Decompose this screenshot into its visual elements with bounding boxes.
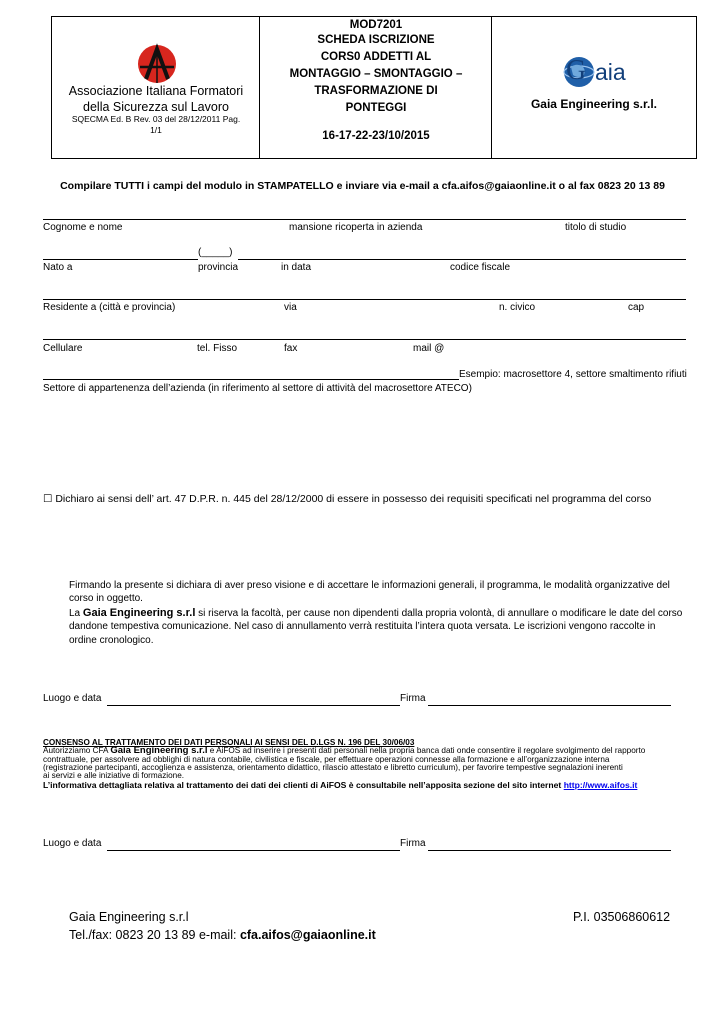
consent-line1 (43, 746, 645, 755)
terms-p2-line3: ordine cronologico. (69, 635, 154, 646)
footer-company: Gaia Engineering s.r.l (69, 910, 189, 924)
label-province: provincia (198, 262, 239, 273)
terms-p1-line1: Firmando la presente si dichiara di aver preso visione e di accettare le informazioni generali, il programma, le modalità organizzative del (69, 580, 670, 591)
consent-company: Gaia Engineering s.r.l (110, 745, 208, 756)
consent-line5 (43, 780, 637, 790)
terms-company: Gaia Engineering s.r.l (82, 607, 196, 619)
province-paren[interactable]: (_____) (198, 247, 233, 258)
sign2-place-label: Luogo e data (43, 838, 102, 849)
field-line-row1[interactable] (43, 219, 686, 220)
gaia-logo-text: aia (595, 59, 626, 85)
footer-piva: P.I. 03506860612 (573, 910, 671, 924)
field-line-row3[interactable] (43, 299, 686, 300)
aifos-logo-icon (136, 41, 178, 87)
field-line-row4[interactable] (43, 339, 686, 340)
sqecma-line2: 1/1 (150, 125, 162, 135)
label-sector: Settore di appartenenza dell’azienda (in riferimento al settore di attività del macrosettore ATECO) (43, 383, 472, 394)
label-fax: fax (284, 343, 298, 354)
footer-contact-prefix: Tel./fax: 0823 20 13 89 e-mail: (69, 928, 240, 942)
terms-p2-line1 (69, 606, 682, 621)
label-civic-number: n. civico (499, 302, 536, 313)
label-street: via (284, 302, 297, 313)
sqecma-line1: SQECMA Ed. B Rev. 03 del 28/12/2011 Pag. (71, 114, 241, 124)
assoc-line1: Associazione Italiana Formatori (68, 84, 244, 98)
header-table (51, 16, 697, 159)
sign1-place-line[interactable] (107, 705, 400, 706)
label-mail: mail @ (413, 343, 445, 354)
terms-p1-line2: corso in oggetto. (69, 593, 143, 604)
footer-email[interactable]: cfa.aifos@gaiaonline.it (239, 928, 376, 942)
label-phone: tel. Fisso (197, 343, 238, 354)
sign2-place-line[interactable] (107, 850, 400, 851)
consent-line3: (registrazione partecipanti, accoglienza e assistenza, orientamento didattico, rilascio attestato e libretto curriculum), per favorire tempestive segnalazioni inerenti (43, 763, 623, 772)
mod-line4: MONTAGGIO – SMONTAGGIO – (289, 68, 463, 80)
label-birthdate: in data (281, 262, 312, 273)
terms-p2-line2: dandone tempestiva comunicazione. Nel caso di annullamento verrà restituita l’intera quota versata. Le iscrizioni vengono raccolte in (69, 621, 656, 632)
sign1-firma-label: Firma (400, 693, 426, 704)
footer-contact (69, 928, 376, 942)
gaia-logo (562, 53, 642, 93)
label-cap: cap (628, 302, 645, 313)
header-title-cell (260, 17, 492, 158)
mod-line5: TRASFORMAZIONE DI (314, 85, 438, 97)
consent-line4: ai servizi e alle iniziative di formazione. (43, 771, 185, 780)
field-line-birthplace[interactable] (43, 259, 198, 260)
aifos-link[interactable]: http://www.aifos.it (563, 780, 638, 790)
consent-l1-rest: e AiFOS ad inserire i presenti dati personali nella propria banca dati onde consentire il regolare svolgimento del rapporto (207, 746, 646, 755)
header-gaia-cell (492, 17, 696, 158)
label-mobile: Cellulare (43, 343, 83, 354)
assoc-line2: della Sicurezza sul Lavoro (83, 100, 229, 114)
consent-line2: contrattuale, per assolvere ad obblighi di natura contabile, civilistica e fiscale, per effettuare operazioni connesse alla formazione e all’organizzazione interna (43, 755, 610, 764)
mod-line6: PONTEGGI (345, 102, 407, 114)
sector-example: Esempio: macrosettore 4, settore smaltimento rifiuti (459, 369, 687, 380)
sign2-firma-label: Firma (400, 838, 426, 849)
terms-p2-rest: si riserva la facoltà, per cause non dipendenti dalla propria volontà, di annullare o modificare le date del corso (195, 608, 683, 619)
label-birthplace: Nato a (43, 262, 73, 273)
header-aifos-cell (52, 17, 260, 158)
instruction-text: Compilare TUTTI i campi del modulo in STAMPATELLO e inviare via e-mail a cfa.aifos@gaiaonline.it o al fax 0823 20 13 89 (60, 180, 665, 192)
consent-l5-text: L’informativa dettagliata relativa al trattamento dei dati dei clienti di AiFOS è consultabile nell’apposita sezione del sito internet (43, 780, 564, 790)
mod-code: MOD7201 (349, 19, 403, 31)
label-name: Cognome e nome (43, 222, 123, 233)
gaia-logo-initial: G (566, 55, 587, 86)
field-line-row2[interactable] (238, 259, 686, 260)
consent-title: CONSENSO AL TRATTAMENTO DEI DATI PERSONALI AI SENSI DEL D.LGS N. 196 DEL 30/06/03 (43, 738, 415, 747)
sign1-firma-line[interactable] (428, 705, 671, 706)
label-job-role: mansione ricoperta in azienda (289, 222, 423, 233)
field-line-sector[interactable] (43, 379, 459, 380)
consent-l1-prefix: Autorizziamo CFA (43, 746, 111, 755)
mod-line2: SCHEDA ISCRIZIONE (317, 34, 435, 46)
sign2-firma-line[interactable] (428, 850, 671, 851)
course-dates: 16-17-22-23/10/2015 (322, 130, 430, 142)
label-residence: Residente a (città e provincia) (43, 302, 176, 313)
mod-line3: CORS0 ADDETTI AL (320, 51, 432, 63)
terms-p2-prefix: La (69, 608, 83, 619)
gaia-company-name: Gaia Engineering s.r.l. (530, 97, 658, 111)
declaration-checkbox[interactable]: ☐ Dichiaro ai sensi dell’ art. 47 D.P.R. n. 445 del 28/12/2000 di essere in possesso dei requisiti specificati nel programma del corso (43, 493, 652, 505)
label-education: titolo di studio (565, 222, 627, 233)
label-tax-code: codice fiscale (450, 262, 511, 273)
sign1-place-label: Luogo e data (43, 693, 102, 704)
